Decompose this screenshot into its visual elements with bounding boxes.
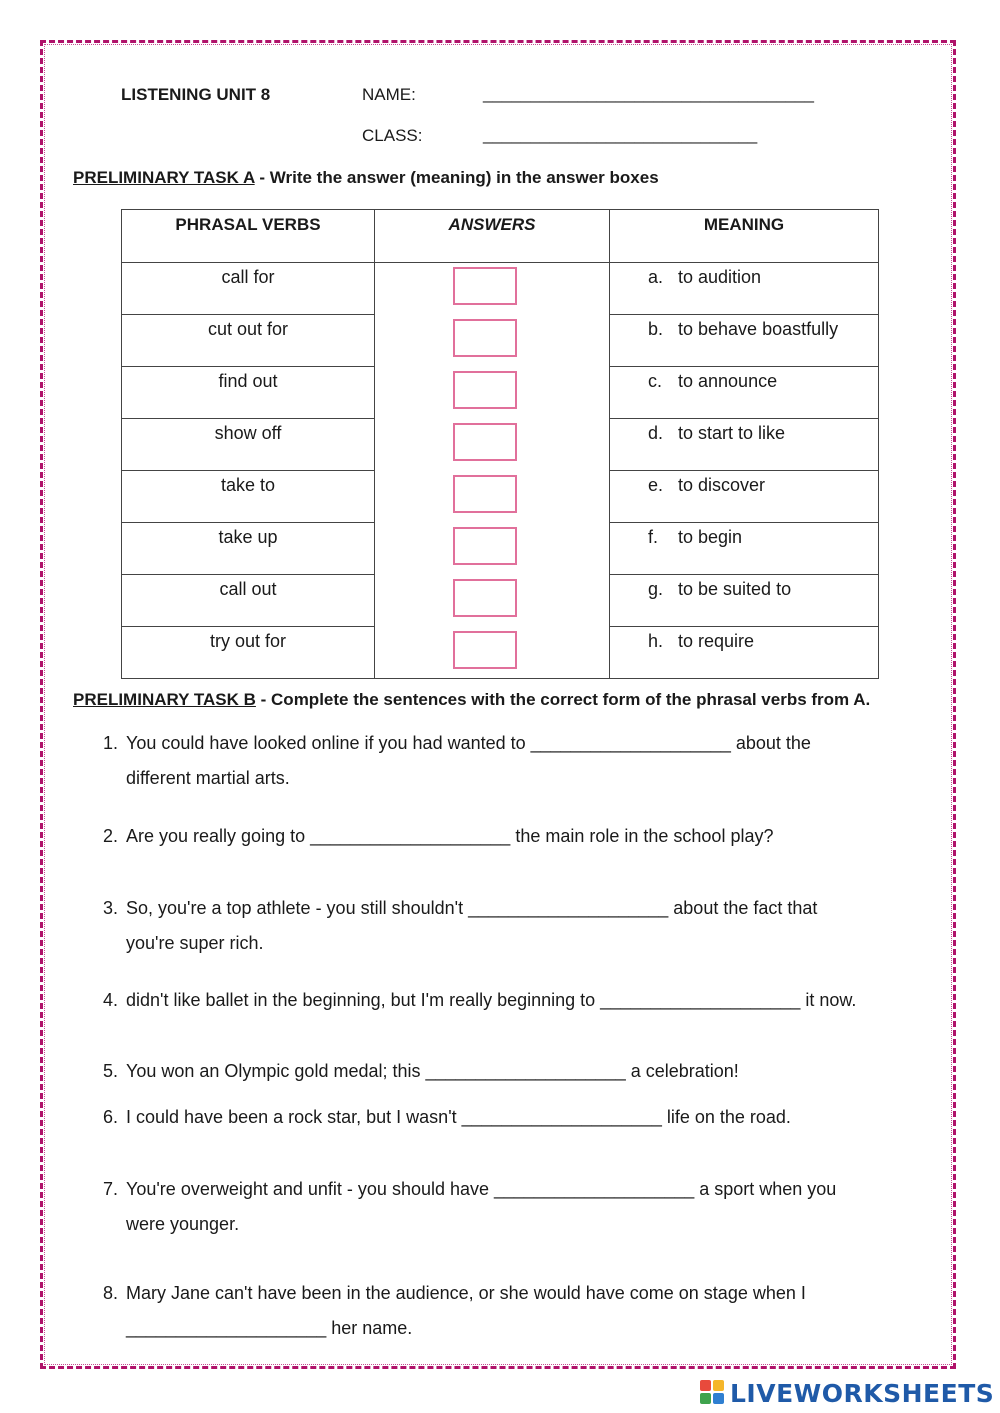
- table-row: [122, 419, 879, 471]
- task-a-heading: [73, 168, 659, 188]
- sentence-number: 7.: [102, 1179, 118, 1199]
- task-b-instruction: - Complete the sentences with the correct form of the phrasal verbs from A.: [255, 690, 871, 709]
- answer-box[interactable]: [453, 267, 517, 305]
- phrasal-verb: take up: [122, 523, 375, 575]
- answer-box[interactable]: [453, 475, 517, 513]
- answer-cell: [375, 575, 610, 627]
- answer-box[interactable]: [453, 527, 517, 565]
- phrasal-verb: try out for: [122, 627, 375, 679]
- table-row: [122, 315, 879, 367]
- task-a-instruction: - Write the answer (meaning) in the answer boxes: [254, 168, 659, 187]
- meaning-letter: d.: [648, 423, 664, 443]
- answer-cell: [375, 315, 610, 367]
- answer-cell: [375, 419, 610, 471]
- sentence-line: You're overweight and unfit - you should have ____________________ a sport when you: [126, 1179, 837, 1199]
- answer-box[interactable]: [453, 319, 517, 357]
- meaning-text: to announce: [678, 371, 778, 391]
- sentence-number: 8.: [102, 1283, 118, 1303]
- table-header-row: [122, 210, 879, 263]
- sentence-line: You could have looked online if you had wanted to ____________________ about the: [126, 733, 811, 753]
- table-row: [122, 627, 879, 679]
- column-header-meaning: MEANING: [610, 210, 879, 263]
- sentence-line: I could have been a rock star, but I wasn't ____________________ life on the road.: [126, 1107, 791, 1127]
- name-label: NAME:: [362, 85, 416, 104]
- meaning-cell: [610, 419, 879, 471]
- meaning-letter: g.: [648, 579, 664, 599]
- task-b-heading: [73, 690, 870, 710]
- meaning-letter: b.: [648, 319, 664, 339]
- sentence-line: different martial arts.: [126, 768, 290, 788]
- meaning-cell: [610, 627, 879, 679]
- answer-cell: [375, 627, 610, 679]
- meaning-text: to audition: [678, 267, 762, 287]
- sentence-line: So, you're a top athlete - you still shouldn't ____________________ about the fact that: [126, 898, 818, 918]
- phrasal-verb: take to: [122, 471, 375, 523]
- column-header-phrasal-verbs: PHRASAL VERBS: [122, 210, 375, 263]
- meaning-text: to start to like: [678, 423, 786, 443]
- sentence-line: didn't like ballet in the beginning, but I'm really beginning to ____________________ it now.: [126, 990, 857, 1010]
- meaning-letter: h.: [648, 631, 664, 651]
- meaning-cell: [610, 575, 879, 627]
- sentence-number: 5.: [102, 1061, 118, 1081]
- answer-box[interactable]: [453, 371, 517, 409]
- table-row: [122, 471, 879, 523]
- sentence-line: ____________________ her name.: [126, 1318, 413, 1338]
- answer-box[interactable]: [453, 631, 517, 669]
- table-row: [122, 263, 879, 315]
- meaning-letter: f.: [648, 527, 659, 547]
- class-label: CLASS:: [362, 126, 423, 145]
- meaning-cell: [610, 263, 879, 315]
- phrasal-verbs-table: [121, 209, 879, 679]
- answer-cell: [375, 471, 610, 523]
- sentence-number: 2.: [102, 826, 118, 846]
- meaning-letter: c.: [648, 371, 663, 391]
- phrasal-verb: show off: [122, 419, 375, 471]
- class-field[interactable]: _____________________________: [483, 125, 758, 144]
- brand-name: LIVEWORKSHEETS: [730, 1378, 995, 1408]
- meaning-cell: [610, 315, 879, 367]
- meaning-text: to discover: [678, 475, 766, 495]
- meaning-cell: [610, 471, 879, 523]
- meaning-letter: e.: [648, 475, 664, 495]
- task-b-label: PRELIMINARY TASK B: [73, 690, 256, 709]
- answer-box[interactable]: [453, 579, 517, 617]
- phrasal-verb: cut out for: [122, 315, 375, 367]
- table-row: [122, 367, 879, 419]
- meaning-cell: [610, 367, 879, 419]
- sentence-line: You won an Olympic gold medal; this ____________________ a celebration!: [126, 1061, 739, 1081]
- answer-cell: [375, 523, 610, 575]
- sentence-line: Are you really going to ____________________ the main role in the school play?: [126, 826, 774, 846]
- meaning-text: to be suited to: [678, 579, 792, 599]
- meaning-text: to begin: [678, 527, 743, 547]
- task-a-label: PRELIMINARY TASK A: [73, 168, 255, 187]
- meaning-letter: a.: [648, 267, 664, 287]
- meaning-cell: [610, 523, 879, 575]
- sentence-line: you're super rich.: [126, 933, 264, 953]
- sentence-line: were younger.: [126, 1214, 240, 1234]
- phrasal-verb: call out: [122, 575, 375, 627]
- name-field[interactable]: ___________________________________: [483, 84, 814, 103]
- sentence-number: 3.: [102, 898, 118, 918]
- sentence-line: Mary Jane can't have been in the audience, or she would have come on stage when I: [126, 1283, 806, 1303]
- answer-cell: [375, 263, 610, 315]
- table-row: [122, 523, 879, 575]
- sentence-number: 4.: [102, 990, 118, 1010]
- sentence-number: 1.: [102, 733, 118, 753]
- sentence-number: 6.: [102, 1107, 118, 1127]
- phrasal-verb: find out: [122, 367, 375, 419]
- answer-cell: [375, 367, 610, 419]
- phrasal-verb: call for: [122, 263, 375, 315]
- table-row: [122, 575, 879, 627]
- answer-box[interactable]: [453, 423, 517, 461]
- worksheet-title: LISTENING UNIT 8: [121, 85, 271, 104]
- meaning-text: to behave boastfully: [678, 319, 839, 339]
- liveworksheets-logo-icon: [700, 1380, 726, 1406]
- meaning-text: to require: [678, 631, 755, 651]
- liveworksheets-brand[interactable]: [700, 1378, 994, 1408]
- column-header-answers: ANSWERS: [375, 210, 610, 263]
